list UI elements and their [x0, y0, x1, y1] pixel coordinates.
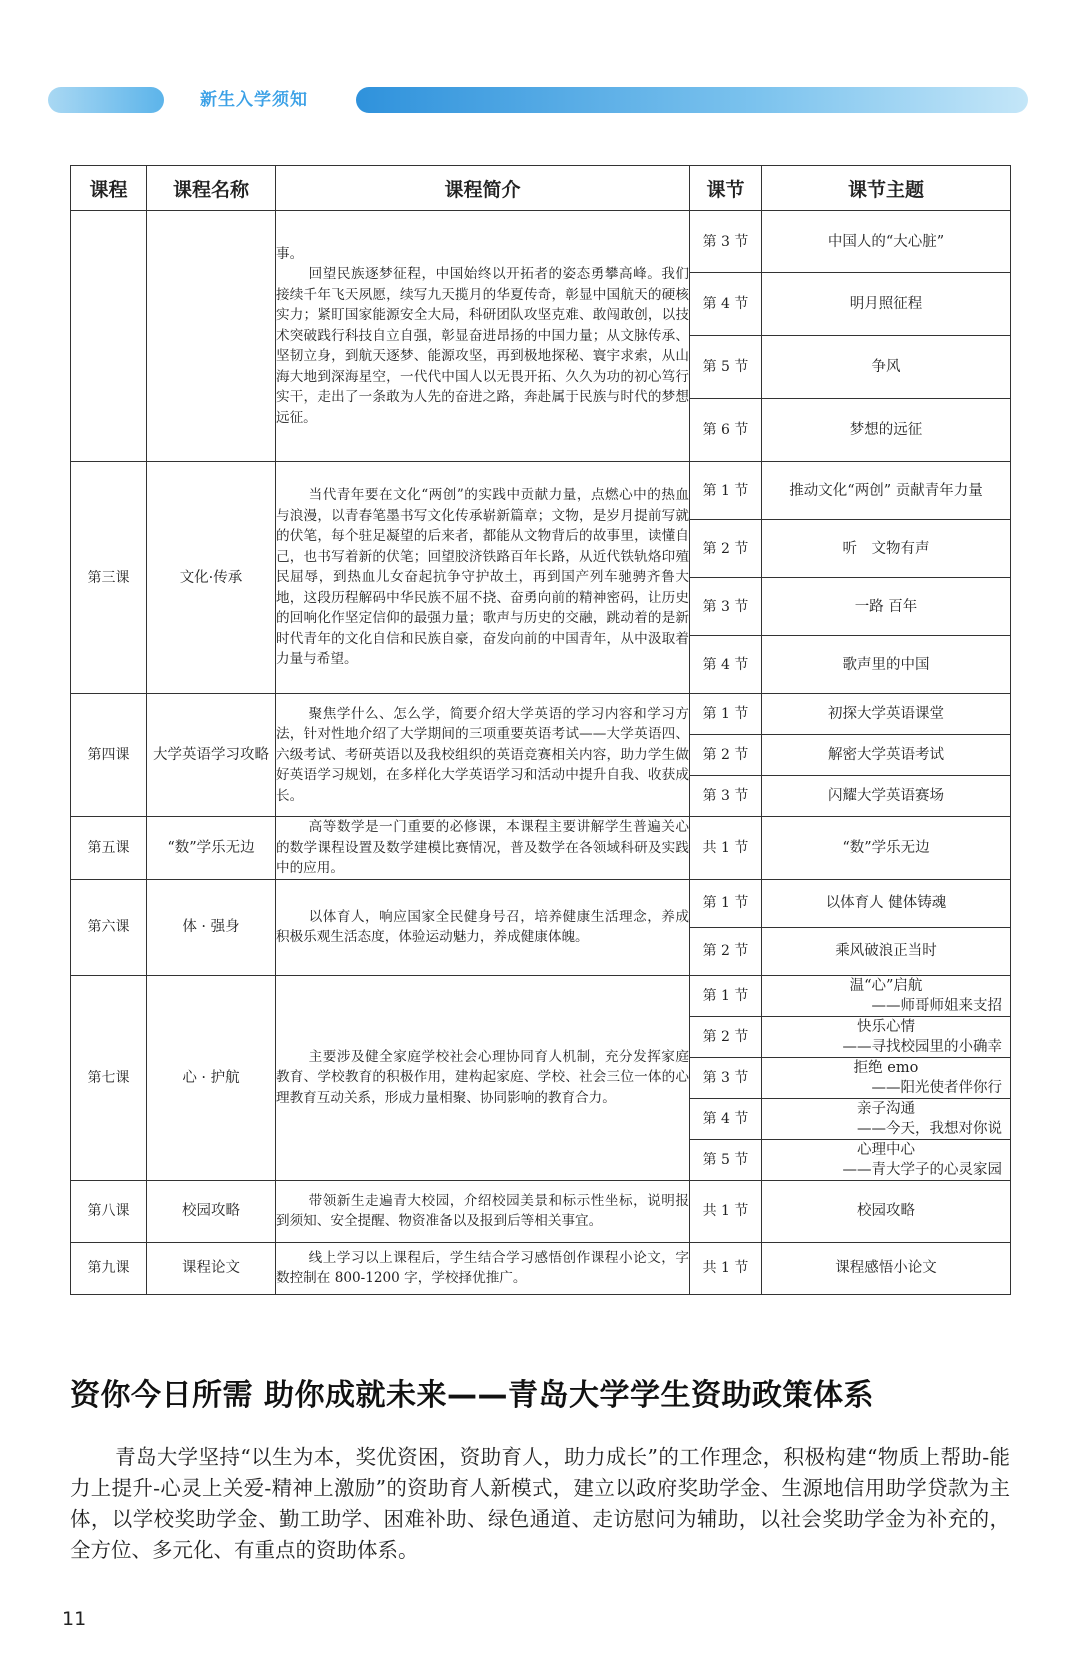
section-number: 第 3 节 — [690, 578, 762, 636]
col-header-intro: 课程简介 — [276, 166, 690, 211]
col-header-course: 课程 — [71, 166, 147, 211]
course-intro-cell — [276, 211, 690, 462]
section-topic-title: 拒绝 emo — [853, 1059, 919, 1076]
course-intro-cell — [276, 1242, 690, 1294]
section-number: 第 3 节 — [690, 211, 762, 273]
section-topic: 歌声里的中国 — [762, 636, 1011, 694]
course-number-cell — [71, 211, 147, 462]
table-header-row — [71, 166, 1011, 211]
course-name: 校园攻略 — [147, 1180, 276, 1242]
header-right-bar — [356, 87, 1028, 113]
section-topic: 解密大学英语考试 — [762, 735, 1011, 776]
col-header-course-name: 课程名称 — [147, 166, 276, 211]
section-number: 共 1 节 — [690, 1180, 762, 1242]
section-number: 第 2 节 — [690, 520, 762, 578]
section-topic-title: 快乐心情 — [857, 1018, 915, 1035]
section-number: 共 1 节 — [690, 817, 762, 880]
header-left-bar — [48, 87, 164, 113]
section-topic: 明月照征程 — [762, 273, 1011, 336]
table-row — [71, 817, 1011, 880]
section-number: 第 4 节 — [690, 273, 762, 336]
intro-text: 回望民族逐梦征程，中国始终以开拓者的姿态勇攀高峰。我们接续千年飞天夙愿，续写九天揽月的华夏传奇，彰显中国航天的硬核实力；紧盯国家能源安全大局，科研团队攻坚克难、敢闯敢创，以技术突破践行科技自立自强，彰显奋进昂扬的中国力量；从文脉传承、坚韧立身，到航天逐梦、能源攻坚，再到极地探秘、寰宇求索，从山海大地到深海星空，一代代中国人以无畏开拓、久久为功的初心笃行实干，走出了一条敢为人先的奋进之路，奔赴属于民族与时代的梦想远征。 — [276, 266, 689, 426]
section-topic: 校园攻略 — [762, 1180, 1011, 1242]
course-intro-cell — [276, 462, 690, 694]
section-number: 第 2 节 — [690, 735, 762, 776]
course-intro-cell — [276, 817, 690, 880]
section-topic — [762, 975, 1011, 1016]
course-name: 课程论文 — [147, 1242, 276, 1294]
course-name: “数”学乐无边 — [147, 817, 276, 880]
course-intro-cell — [276, 694, 690, 817]
section-number: 第 1 节 — [690, 879, 762, 927]
section-number: 共 1 节 — [690, 1242, 762, 1294]
table-row — [71, 975, 1011, 1016]
intro-text: 当代青年要在文化“两创”的实践中贡献力量，点燃心中的热血与浪漫，以青春笔墨书写文化传承崭新篇章；文物，是岁月提前写就的伏笔，每个驻足凝望的后来者，都能从文物背后的故事里，读懂自己，也书写着新的伏笔；回望胶济铁路百年长路，从近代铁轨烙印殖民屈辱，到热血儿女奋起抗争守护故土，再到国产列车驰骋齐鲁大地，这段历程解码中华民族不屈不挠、奋勇向前的精神密码，让历史的回响化作坚定信仰的最强力量；歌声与历史的交融，跳动着的是新时代青年的文化自信和民族自豪，奋发向前的中国青年，从中汲取着力量与希望。 — [276, 487, 689, 668]
section-number: 第 6 节 — [690, 399, 762, 462]
intro-text: 高等数学是一门重要的必修课，本课程主要讲解学生普遍关心的数学课程设置及数学建模比赛情况，普及数学在各领域科研及实践中的应用。 — [276, 819, 689, 876]
intro-text: 带领新生走遍青大校园，介绍校园美景和标示性坐标，说明报到须知、安全提醒、物资准备以及报到后等相关事宜。 — [276, 1192, 689, 1229]
course-number: 第六课 — [71, 879, 147, 975]
table-row — [71, 462, 1011, 520]
course-number: 第四课 — [71, 694, 147, 817]
course-name: 大学英语学习攻略 — [147, 694, 276, 817]
col-header-section: 课节 — [690, 166, 762, 211]
section-number: 第 1 节 — [690, 462, 762, 520]
course-name: 心 · 护航 — [147, 975, 276, 1180]
section-topic: 争风 — [762, 336, 1011, 399]
section-number: 第 1 节 — [690, 694, 762, 735]
section-number: 第 5 节 — [690, 336, 762, 399]
section-topic-title: 温“心”启航 — [849, 977, 923, 994]
course-number: 第七课 — [71, 975, 147, 1180]
course-number: 第三课 — [71, 462, 147, 694]
section-topic: 乘风破浪正当时 — [762, 927, 1011, 975]
section-topic: “数”学乐无边 — [762, 817, 1011, 880]
section-topic: 梦想的远征 — [762, 399, 1011, 462]
course-number: 第五课 — [71, 817, 147, 880]
section-topic-subtitle: ——师哥师姐来支招 — [871, 997, 1002, 1014]
intro-text: 聚焦学什么、怎么学，简要介绍大学英语的学习内容和学习方法，针对性地介绍了大学期间的三项重要英语考试——大学英语四、六级考试、考研英语以及我校组织的英语竞赛相关内容，助力学生做好英语学习规划，在多样化大学英语学习和活动中提升自我、收获成长。 — [276, 705, 689, 804]
section-topic — [762, 1139, 1011, 1180]
course-name: 体 · 强身 — [147, 879, 276, 975]
section-topic: 初探大学英语课堂 — [762, 694, 1011, 735]
table-row — [71, 211, 1011, 273]
table-row — [71, 1242, 1011, 1294]
course-table — [70, 165, 1011, 1295]
intro-text: 主要涉及健全家庭学校社会心理协同育人机制，充分发挥家庭教育、学校教育的积极作用，建构起家庭、学校、社会三位一体的心理教育互动关系，形成力量相聚、协同影响的教育合力。 — [276, 1048, 689, 1106]
section-topic-subtitle: ——青大学子的心灵家园 — [842, 1161, 1002, 1178]
section-topic: 闪耀大学英语赛场 — [762, 776, 1011, 817]
body-paragraph: 青岛大学坚持“以生为本，奖优资困，资助育人，助力成长”的工作理念，积极构建“物质上帮助-能力上提升-心灵上关爱-精神上激励”的资助育人新模式，建立以政府奖助学金、生源地信用助学贷款为主体，以学校奖助学金、勤工助学、困难补助、绿色通道、走访慰问为辅助，以社会奖助学金为补充的，全方位、多元化、有重点的资助体系。 — [70, 1445, 1010, 1562]
section-topic: 以体育人 健体铸魂 — [762, 879, 1011, 927]
section-number: 第 2 节 — [690, 1016, 762, 1057]
section-topic-title: 心理中心 — [857, 1141, 915, 1158]
intro-text: 事。 — [276, 245, 304, 262]
col-header-section-topic: 课节主题 — [762, 166, 1011, 211]
table-row — [71, 1180, 1011, 1242]
section-topic: 推动文化“两创” 贡献青年力量 — [762, 462, 1011, 520]
table-row — [71, 879, 1011, 927]
section-number: 第 4 节 — [690, 636, 762, 694]
course-number: 第八课 — [71, 1180, 147, 1242]
course-intro-cell — [276, 879, 690, 975]
section-number: 第 5 节 — [690, 1139, 762, 1180]
intro-text: 线上学习以上课程后，学生结合学习感悟创作课程小论文，字数控制在 800-1200 字，学校择优推广。 — [276, 1249, 689, 1286]
section-topic — [762, 1057, 1011, 1098]
section-topic-title: 亲子沟通 — [857, 1100, 915, 1117]
section-topic: 课程感悟小论文 — [762, 1242, 1011, 1294]
section-topic-subtitle: ——今天，我想对你说 — [857, 1120, 1002, 1137]
section-topic: 听 文物有声 — [762, 520, 1011, 578]
course-name: 文化·传承 — [147, 462, 276, 694]
section-number: 第 3 节 — [690, 776, 762, 817]
course-intro-cell — [276, 975, 690, 1180]
page-number: 11 — [62, 1608, 87, 1630]
section-topic: 中国人的“大心脏” — [762, 211, 1011, 273]
course-name-cell — [147, 211, 276, 462]
intro-text: 以体育人，响应国家全民健身号召，培养健康生活理念，养成积极乐观生活态度，体验运动魅力，养成健康体魄。 — [276, 908, 689, 945]
section-heading: 资你今日所需 助你成就未来——青岛大学学生资助政策体系 — [70, 1378, 874, 1413]
section-number: 第 3 节 — [690, 1057, 762, 1098]
section-topic — [762, 1016, 1011, 1057]
table-row — [71, 694, 1011, 735]
section-topic-subtitle: ——阳光使者伴你行 — [871, 1079, 1002, 1096]
section-number: 第 2 节 — [690, 927, 762, 975]
section-topic-subtitle: ——寻找校园里的小确幸 — [842, 1038, 1002, 1055]
header-section-title: 新生入学须知 — [200, 90, 308, 110]
section-topic: 一路 百年 — [762, 578, 1011, 636]
course-number: 第九课 — [71, 1242, 147, 1294]
section-number: 第 1 节 — [690, 975, 762, 1016]
section-number: 第 4 节 — [690, 1098, 762, 1139]
course-intro-cell — [276, 1180, 690, 1242]
section-topic — [762, 1098, 1011, 1139]
